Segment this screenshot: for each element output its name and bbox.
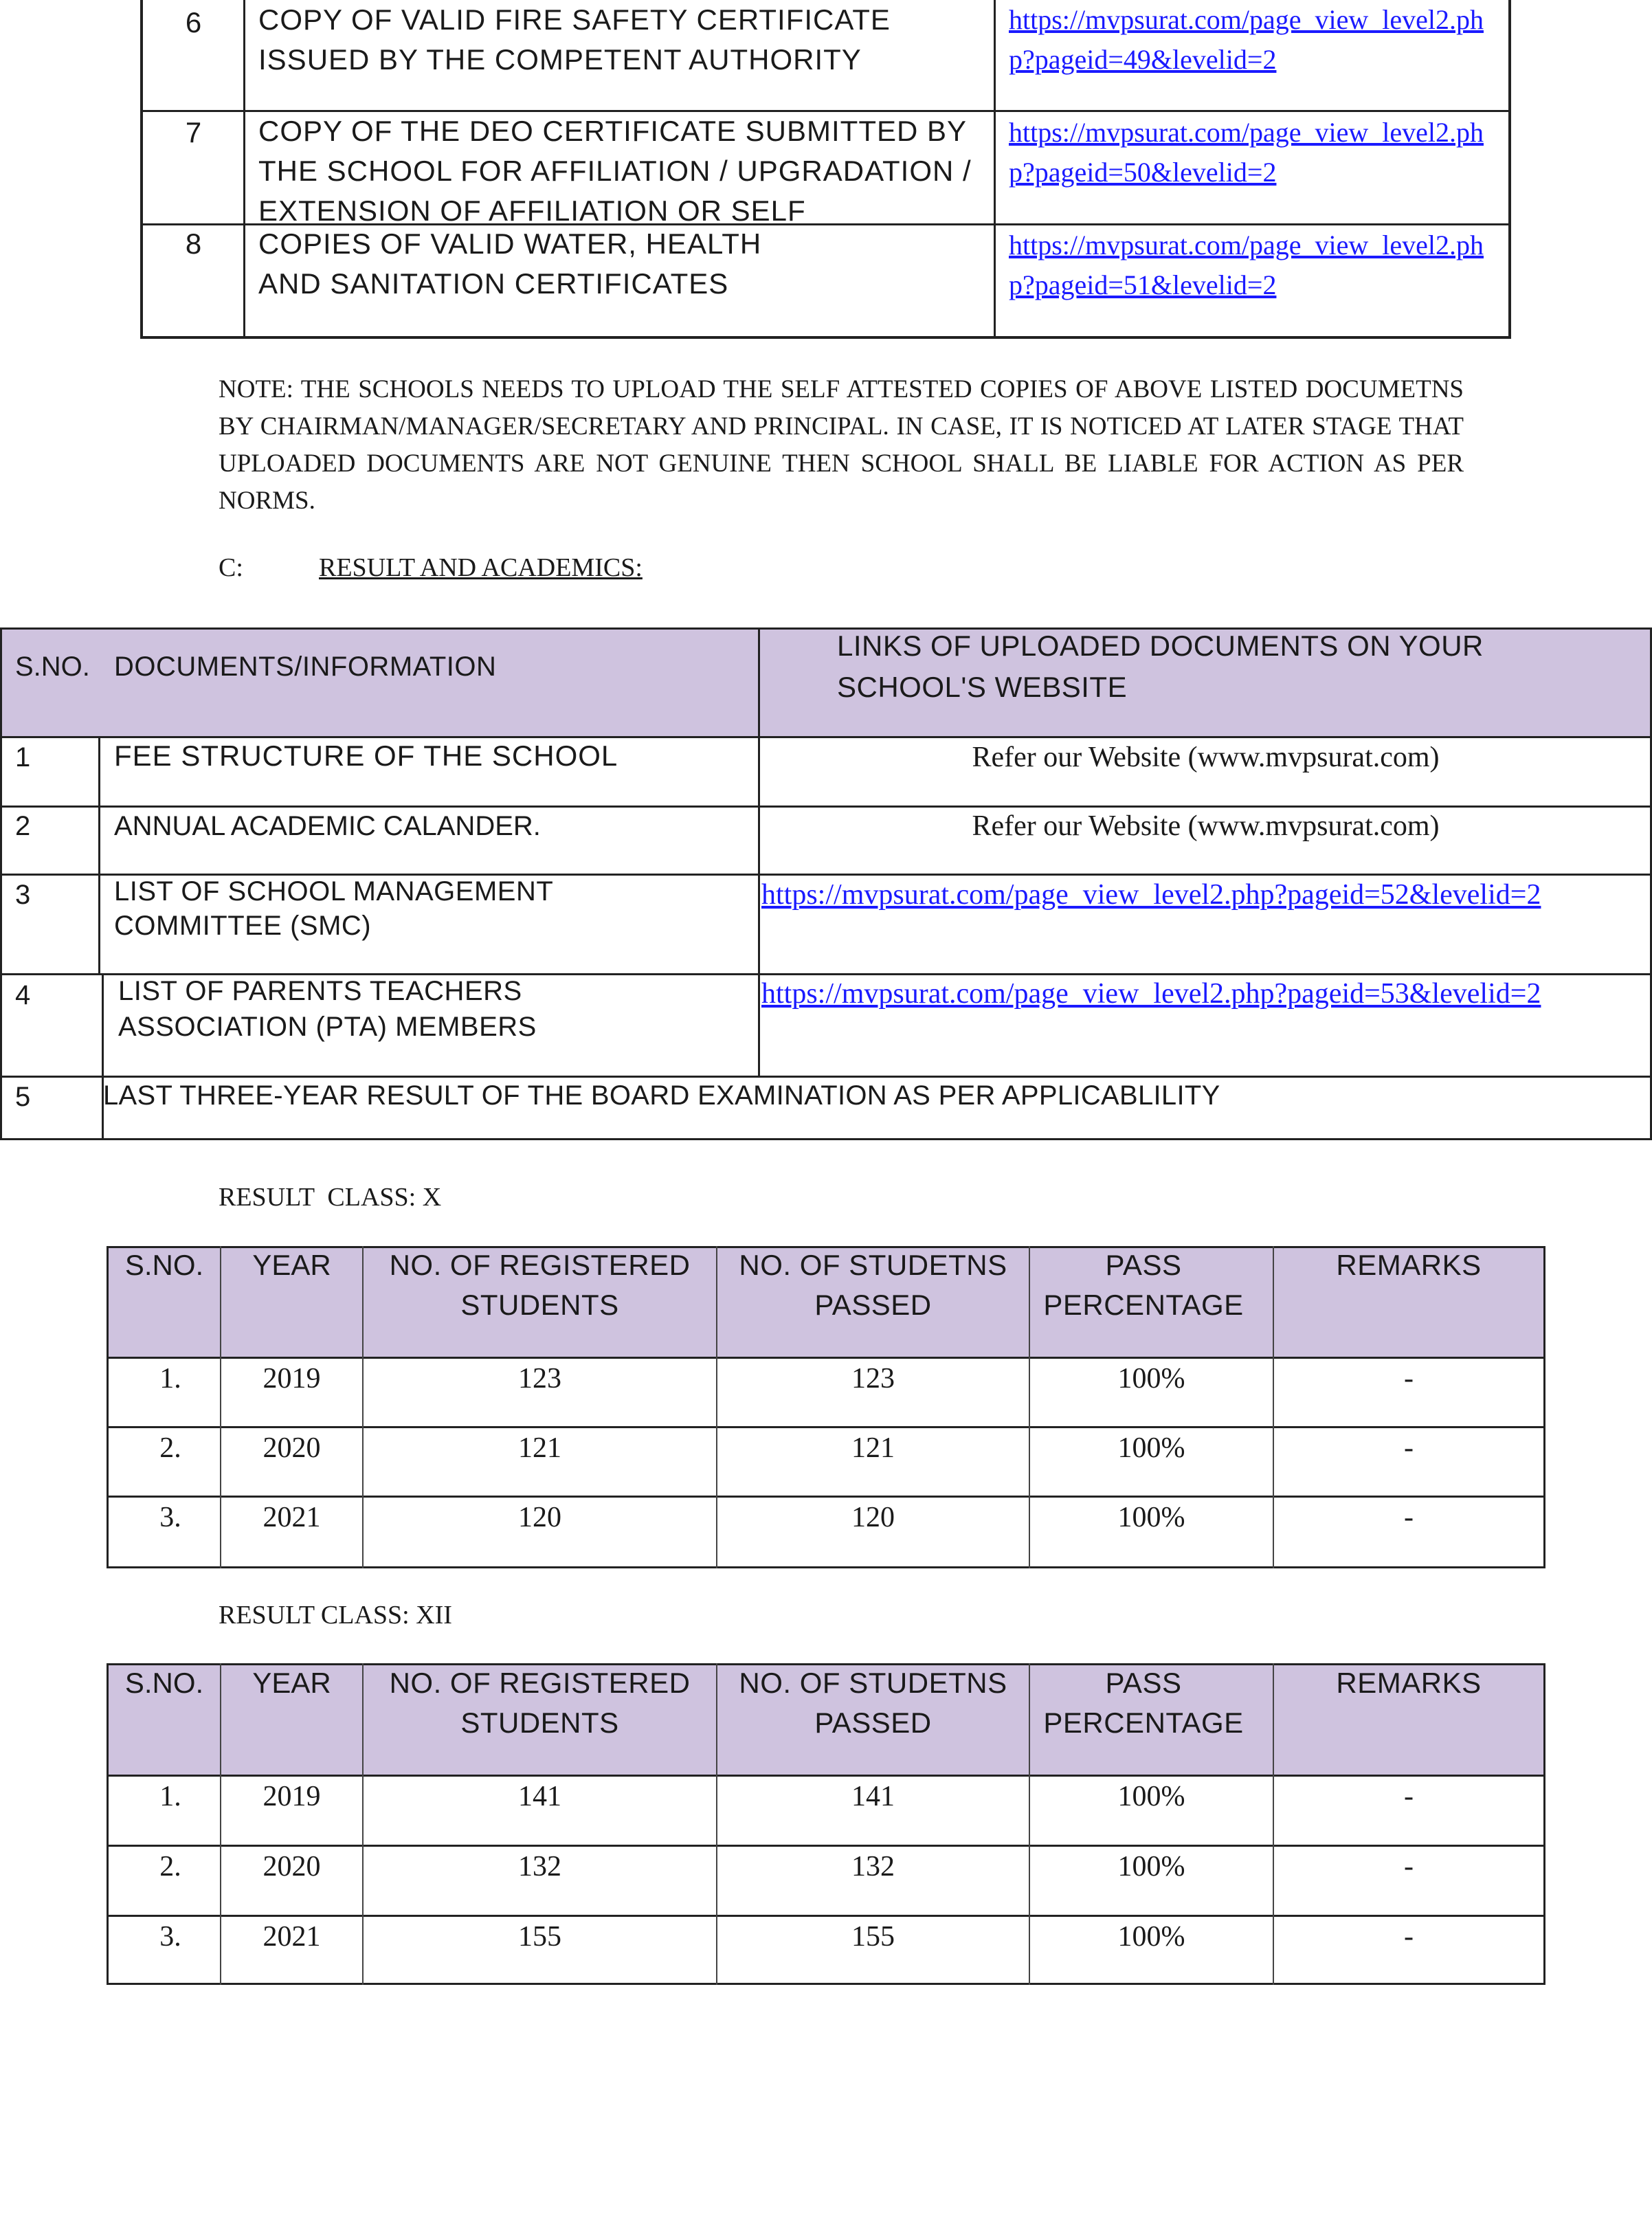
- header-registered: NO. OF REGISTERED STUDENTS: [389, 1667, 691, 1739]
- table-row-document: LIST OF SCHOOL MANAGEMENT COMMITTEE (SMC): [114, 876, 553, 941]
- table-row-document: LAST THREE-YEAR RESULT OF THE BOARD EXAMINATION AS PER APPLICABLILITY: [103, 1080, 1220, 1111]
- table-row-passed: 155: [851, 1921, 895, 1953]
- table-row-registered: 123: [518, 1363, 561, 1395]
- table-row-document: FEE STRUCTURE OF THE SCHOOL: [114, 740, 618, 772]
- header-year: YEAR: [252, 1249, 331, 1281]
- table-row-sno: 1.: [159, 1781, 181, 1812]
- table-row-link[interactable]: https://mvpsurat.com/page_view_level2.php?pageid=51&levelid=2: [1009, 230, 1484, 300]
- table-row-year: 2020: [263, 1432, 321, 1464]
- result-x-title: RESULT CLASS: X: [219, 1183, 442, 1212]
- table-row-remarks: -: [1404, 1781, 1414, 1812]
- table-row-sno: 3.: [159, 1502, 181, 1533]
- header-links: LINKS OF UPLOADED DOCUMENTS ON YOUR SCHOOL'S WEBSITE: [837, 630, 1484, 703]
- table-row-year: 2019: [263, 1363, 321, 1395]
- table-row-link[interactable]: https://mvpsurat.com/page_view_level2.php?pageid=49&levelid=2: [1009, 4, 1484, 75]
- table-row-registered: 155: [518, 1921, 561, 1953]
- header-sno: S.NO.: [124, 1249, 204, 1281]
- header-remarks: REMARKS: [1336, 1249, 1482, 1281]
- table-row-remarks: -: [1404, 1432, 1414, 1464]
- table-row-sno: 3.: [159, 1921, 181, 1953]
- header-percentage: PASS PERCENTAGE: [1043, 1249, 1244, 1321]
- table-row-sno: 3: [15, 880, 32, 910]
- table-row-percentage: 100%: [1117, 1781, 1185, 1812]
- table-row-registered: 132: [518, 1851, 561, 1882]
- table-row-document: LIST OF PARENTS TEACHERS ASSOCIATION (PTA) MEMBERS: [118, 976, 537, 1042]
- table-row-passed: 132: [851, 1851, 895, 1882]
- table-row-percentage: 100%: [1117, 1921, 1185, 1953]
- table-row-sno: 5: [15, 1082, 32, 1112]
- header-remarks: REMARKS: [1336, 1667, 1482, 1699]
- table-row-sno: 6: [185, 6, 203, 38]
- table-row-link: Refer our Website (www.mvpsurat.com): [972, 742, 1440, 773]
- table-row-registered: 121: [518, 1432, 561, 1464]
- table-row-registered: 141: [518, 1781, 561, 1812]
- table-row-document: COPIES OF VALID WATER, HEALTH AND SANITATION CERTIFICATES: [258, 227, 762, 300]
- table-row-link[interactable]: https://mvpsurat.com/page_view_level2.php?pageid=52&levelid=2: [761, 879, 1541, 911]
- header-document: DOCUMENTS/INFORMATION: [114, 652, 497, 682]
- table-row-sno: 1: [15, 742, 32, 773]
- result-xii-title: RESULT CLASS: XII: [219, 1601, 452, 1630]
- header-passed: NO. OF STUDETNS PASSED: [739, 1667, 1007, 1739]
- table-row-year: 2021: [263, 1921, 321, 1953]
- table-row-remarks: -: [1404, 1363, 1414, 1395]
- table-row-link[interactable]: https://mvpsurat.com/page_view_level2.php?pageid=53&levelid=2: [761, 978, 1541, 1010]
- table-row-sno: 2: [15, 811, 32, 841]
- table-row-passed: 120: [851, 1502, 895, 1533]
- table-row-remarks: -: [1404, 1502, 1414, 1533]
- table-row-registered: 120: [518, 1502, 561, 1533]
- table-row-remarks: -: [1404, 1921, 1414, 1953]
- table-row-remarks: -: [1404, 1851, 1414, 1882]
- header-sno: S.NO.: [15, 652, 90, 682]
- table-row-percentage: 100%: [1117, 1432, 1185, 1464]
- section-title: RESULT AND ACADEMICS:: [319, 553, 643, 582]
- table-row-sno: 2.: [159, 1432, 181, 1464]
- header-year: YEAR: [252, 1667, 331, 1699]
- table-row-percentage: 100%: [1117, 1502, 1185, 1533]
- table-row-percentage: 100%: [1117, 1851, 1185, 1882]
- header-passed: NO. OF STUDETNS PASSED: [739, 1249, 1007, 1321]
- table-row-passed: 123: [851, 1363, 895, 1395]
- table-row-passed: 121: [851, 1432, 895, 1464]
- table-row-year: 2019: [263, 1781, 321, 1812]
- upload-note: NOTE: THE SCHOOLS NEEDS TO UPLOAD THE SELF ATTESTED COPIES OF ABOVE LISTED DOCUMETNS BY CHAIRMAN/MANAGER/SECRETARY AND PRINCIPAL. IN CASE, IT IS NOTICED AT LATER STAGE THAT UPLOADED DOCUMENTS ARE NOT GENUINE THEN SCHOOL SHALL BE LIABLE FOR ACTION AS PER NORMS.: [219, 375, 1464, 515]
- table-row-passed: 141: [851, 1781, 895, 1812]
- table-row-document: COPY OF THE DEO CERTIFICATE SUBMITTED BY THE SCHOOL FOR AFFILIATION / UPGRADATION / EXTENSION OF AFFILIATION OR SELF: [258, 115, 972, 223]
- table-row-sno: 8: [185, 227, 203, 260]
- table-row-link[interactable]: https://mvpsurat.com/page_view_level2.php?pageid=50&levelid=2: [1009, 117, 1484, 188]
- table-row-percentage: 100%: [1117, 1363, 1185, 1395]
- table-row-document: ANNUAL ACADEMIC CALANDER.: [114, 811, 541, 841]
- header-sno: S.NO.: [124, 1667, 204, 1699]
- table-row-sno: 2.: [159, 1851, 181, 1882]
- table-row-sno: 7: [185, 116, 203, 148]
- header-registered: NO. OF REGISTERED STUDENTS: [389, 1249, 691, 1321]
- section-letter: C:: [219, 553, 243, 582]
- table-row-sno: 4: [15, 980, 32, 1010]
- table-row-year: 2020: [263, 1851, 321, 1882]
- table-row-link: Refer our Website (www.mvpsurat.com): [972, 810, 1440, 842]
- table-row-sno: 1.: [159, 1363, 181, 1395]
- table-row-year: 2021: [263, 1502, 321, 1533]
- table-row-document: COPY OF VALID FIRE SAFETY CERTIFICATE ISSUED BY THE COMPETENT AUTHORITY: [258, 3, 891, 76]
- header-percentage: PASS PERCENTAGE: [1043, 1667, 1244, 1739]
